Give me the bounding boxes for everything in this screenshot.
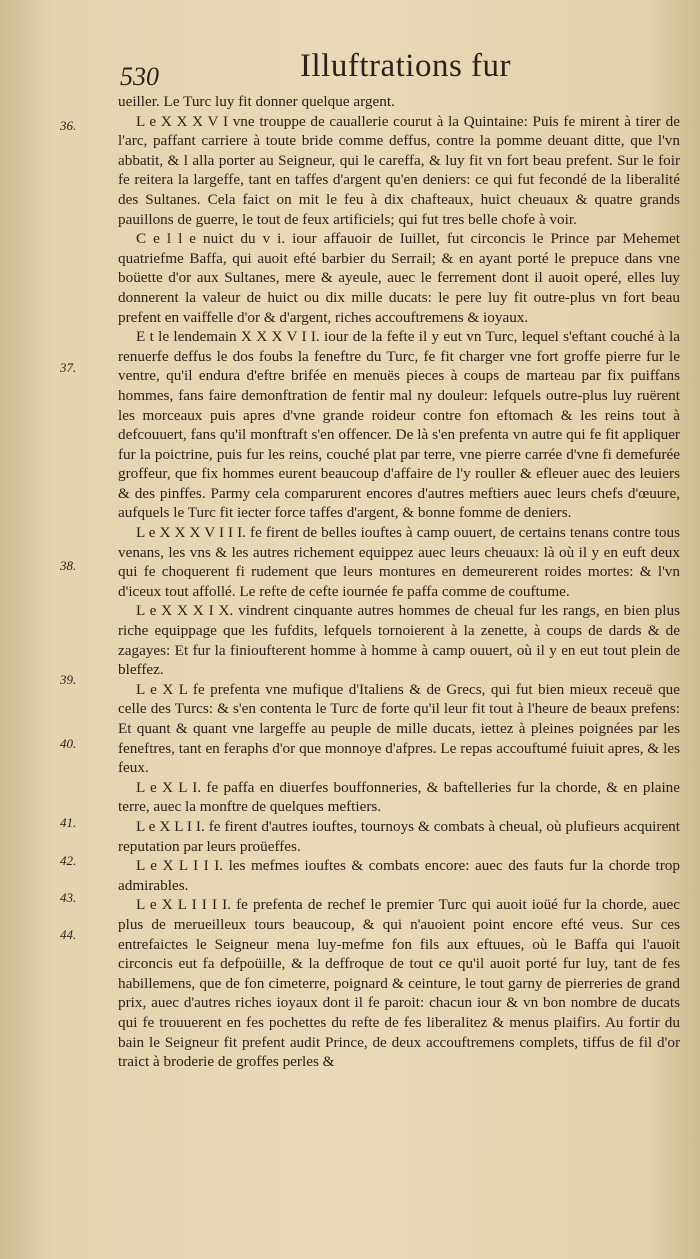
paragraph: L e X L I I I I. fe prefenta de rechef le premier Turc qui auoit ioüé fur la chorde, auec plus de merueilleux tours beaucoup, & qui n'auoient point encore efté veus. Sur ces entrefaictes le Seigneur mena luy-mefme fon fils aux eftuues, où le Baffa qui l'auoit circoncis eut fa defpoüille, & la deffroque de tout ce qu'il auoit porté fur luy, tant de fes habillemens, que de fon cimeterre, poignard & ceinture, le tout garny de pierreries de grand prix, auec d'autres riches ioyaux dont il fe paroit: chacun iour & vn bon nombre de ducats qui fe trouuerent en fes pochettes du refte de fes liberalitez & menus plaifirs. Au fortir du bain le Seigneur fit prefent audit Prince, de deux accouftremens complets, tiffus de fil d'or traict à broderie de groffes perles & bbox=[118, 896, 680, 1071]
paragraph: L e X X X I X. vindrent cinquante autres hommes de cheual fur les rangs, en bien plus riche equippage que les fufdits, lefquels tornoierent à la zenette, à coups de dards & de zagayes: Et fur la finioufterent homme à homme à camp ouuert, où il y en eut tout plein de bleffez. bbox=[118, 602, 680, 679]
paragraph: L e X X X V I vne trouppe de cauallerie courut à la Quintaine: Puis fe mirent à tirer de l'arc, paffant carriere à toute bride comme deffus, contre la pomme deuant ditte, que l'vn abbatit, & l alla porter au Seigneur, qui le careffa, & luy fit vn fort beau prefent. Sur le foir fe reitera la largeffe, tant en taffes d'argent qu'en deniers: ce qui fut fecondé de la liberalité des Sultanes. Cela faict on mit le feu à dix chafteaux, huict cheuaux & quatre grands pauillons de guerre, le tout de feux artificiels; qui fut tres belle chofe à voir. bbox=[118, 112, 680, 228]
margin-number: 36. bbox=[60, 118, 77, 133]
paragraph: E t le lendemain X X X V I I. iour de la fefte il y eut vn Turc, lequel s'eftant couché à la renuerfe deffus le dos foubs la feneftre du Turc, fe fit charger vne fort groffe pierre fur le ventre, qu'il endura d'eftre brifée en menuës pieces à coups de marteau par fix puiffans hommes, fans faire demonftration de fentir mal ny douleur: lefquels outre-plus luy ruërent les morceaux puis apres d'vne grande roideur contre fon eftomach & les reins tout à defcouuert, fans qu'il monftraft s'en offencer. De là s'en prefenta vn autre qui fe fit appliquer fur la poictrine, puis fur les reins, couché plat par terre, vne pierre carrée d'vne fi demefurée groffeur, que fix hommes eurent beaucoup d'affaire de l'y rouller & efleuer auec des leuiers & des pinffes. Parmy cela comparurent encores d'autres meftiers auec leurs chefs d'œuure, aufquels le Turc fit iecter force taffes d'argent, & bonne fomme de deniers. bbox=[118, 328, 680, 522]
paragraph: L e X L I. fe paffa en diuerfes bouffonneries, & baftelleries fur la chorde, & en plaine terre, auec la monftre de quelques meftiers. bbox=[118, 778, 680, 816]
paragraph: L e X L I I I. les mefmes iouftes & combats encore: auec des fauts fur la chorde trop admirables. bbox=[118, 857, 680, 894]
margin-number: 39. bbox=[60, 672, 77, 687]
margin-number: 38. bbox=[60, 558, 77, 573]
margin-number: 37. bbox=[60, 360, 77, 375]
running-title: Illuftrations fur bbox=[300, 48, 512, 84]
paragraph: L e X L I I. fe firent d'autres iouftes, tournoys & combats à cheual, où plufieurs acquirent reputation par leurs proüeffes. bbox=[118, 817, 680, 855]
margin-number: 44. bbox=[60, 927, 77, 942]
margin-number: 43. bbox=[60, 890, 77, 905]
paragraph: C e l l e nuict du v i. iour affauoir de Iuillet, fut circoncis le Prince par Mehemet quatriefme Baffa, qui auoit efté barbier du Serrail; & en ayant porté le prepuce dans vne boüette d'or aux Sultanes, mere & ayeule, auec le ferrement dont il auoit operé, elles luy donnerent la valeur de huict ou dix mille ducats: le pere luy fit outre-plus vn fort beau prefent en vaiffelle d'or & d'argent, riches accouftremens & ioyaux. bbox=[118, 230, 680, 326]
page-number: 530 bbox=[120, 62, 159, 91]
paragraph: L e X X X V I I I. fe firent de belles iouftes à camp ouuert, de certains tenans contre tous venans, les vns & les autres richement equippez auec leurs cheuaux: là où il y en euft deux qui fe choquerent fi rudement que leurs montures en demeurerent roides mortes: & l'vn d'iceux tout affollé. Le refte de cefte iournée fe paffa comme de couftume. bbox=[118, 524, 680, 600]
paragraph: ueiller. Le Turc luy fit donner quelque argent. bbox=[118, 93, 395, 110]
margin-number: 42. bbox=[60, 853, 77, 868]
margin-number: 40. bbox=[60, 736, 77, 751]
paragraph: L e X L fe prefenta vne mufique d'Italiens & de Grecs, qui fut bien mieux receuë que celle des Turcs: & s'en contenta le Turc de forte qu'il leur fit tout à l'heure de beaux prefens: Et quant & quant vne largeffe au peuple de mille ducats, iettez à pleines poignées par les feneftres, tant en feraphs d'or que monnoye d'afpres. Le repas accouftumé fuiuit apres, & les feux. bbox=[118, 680, 680, 777]
page-header bbox=[120, 48, 680, 98]
body-text bbox=[118, 92, 680, 1072]
margin-number: 41. bbox=[60, 815, 77, 830]
